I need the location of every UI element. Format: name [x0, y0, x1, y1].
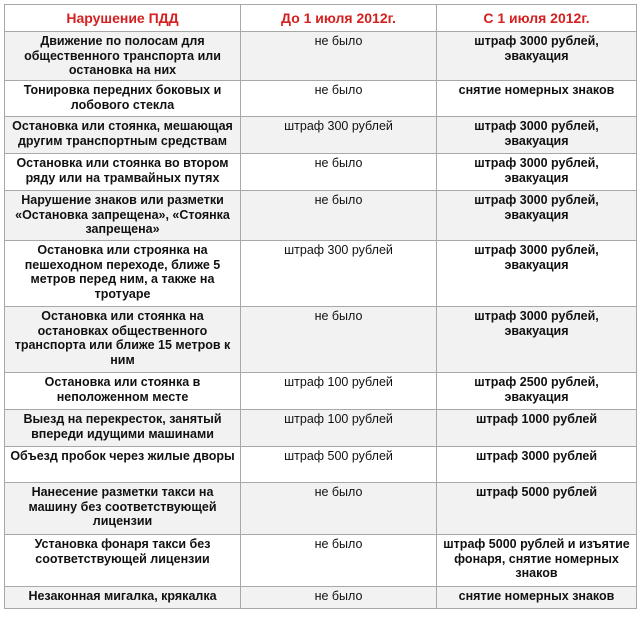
after-cell: штраф 3000 рублей, эвакуация — [437, 154, 637, 191]
violation-cell: Нанесение разметки такси на машину без соответствующей лицензии — [5, 483, 241, 535]
after-cell: штраф 3000 рублей, эвакуация — [437, 191, 637, 241]
violation-cell: Незаконная мигалка, крякалка — [5, 587, 241, 609]
table-row — [5, 483, 637, 535]
table-row — [5, 32, 637, 81]
table-row — [5, 81, 637, 117]
violation-cell: Остановка или стоянка, мешающая другим транспортным средствам — [5, 117, 241, 154]
violation-cell: Установка фонаря такси без соответствующей лицензии — [5, 535, 241, 587]
table-row — [5, 447, 637, 483]
before-cell: штраф 100 рублей — [241, 373, 437, 410]
violation-cell: Нарушение знаков или разметки «Остановка запрещена», «Стоянка запрещена» — [5, 191, 241, 241]
violation-cell: Движение по полосам для общественного транспорта или остановка на них — [5, 32, 241, 81]
header-after: С 1 июля 2012г. — [437, 5, 637, 32]
before-cell: не было — [241, 307, 437, 373]
before-cell: не было — [241, 535, 437, 587]
table-row — [5, 410, 637, 447]
after-cell: штраф 3000 рублей, эвакуация — [437, 241, 637, 307]
fines-table — [4, 4, 637, 609]
header-before: До 1 июля 2012г. — [241, 5, 437, 32]
after-cell: штраф 5000 рублей и изъятие фонаря, снятие номерных знаков — [437, 535, 637, 587]
before-cell: не было — [241, 154, 437, 191]
violation-cell: Тонировка передних боковых и лобового стекла — [5, 81, 241, 117]
before-cell: не было — [241, 483, 437, 535]
violation-cell: Остановка или стоянка в неположенном месте — [5, 373, 241, 410]
table-row — [5, 241, 637, 307]
header-violation: Нарушение ПДД — [5, 5, 241, 32]
after-cell: штраф 3000 рублей — [437, 447, 637, 483]
violation-cell: Объезд пробок через жилые дворы — [5, 447, 241, 483]
violation-cell: Остановка или строянка на пешеходном переходе, ближе 5 метров перед ним, а также на тротуаре — [5, 241, 241, 307]
table-row — [5, 191, 637, 241]
table-row — [5, 535, 637, 587]
after-cell: штраф 5000 рублей — [437, 483, 637, 535]
table-row — [5, 373, 637, 410]
before-cell: штраф 300 рублей — [241, 241, 437, 307]
after-cell: штраф 3000 рублей, эвакуация — [437, 117, 637, 154]
table-row — [5, 307, 637, 373]
before-cell: штраф 100 рублей — [241, 410, 437, 447]
after-cell: штраф 3000 рублей, эвакуация — [437, 32, 637, 81]
table-row — [5, 154, 637, 191]
after-cell: штраф 2500 рублей, эвакуация — [437, 373, 637, 410]
violation-cell: Остановка или стоянка на остановках общественного транспорта или ближе 15 метров к ним — [5, 307, 241, 373]
table-row — [5, 117, 637, 154]
before-cell: не было — [241, 81, 437, 117]
header-row — [5, 5, 637, 32]
after-cell: штраф 1000 рублей — [437, 410, 637, 447]
violation-cell: Остановка или стоянка во втором ряду или на трамвайных путях — [5, 154, 241, 191]
after-cell: снятие номерных знаков — [437, 81, 637, 117]
before-cell: не было — [241, 32, 437, 81]
after-cell: штраф 3000 рублей, эвакуация — [437, 307, 637, 373]
before-cell: не было — [241, 587, 437, 609]
before-cell: штраф 300 рублей — [241, 117, 437, 154]
after-cell: снятие номерных знаков — [437, 587, 637, 609]
before-cell: не было — [241, 191, 437, 241]
before-cell: штраф 500 рублей — [241, 447, 437, 483]
table-row — [5, 587, 637, 609]
violation-cell: Выезд на перекресток, занятый впереди идущими машинами — [5, 410, 241, 447]
